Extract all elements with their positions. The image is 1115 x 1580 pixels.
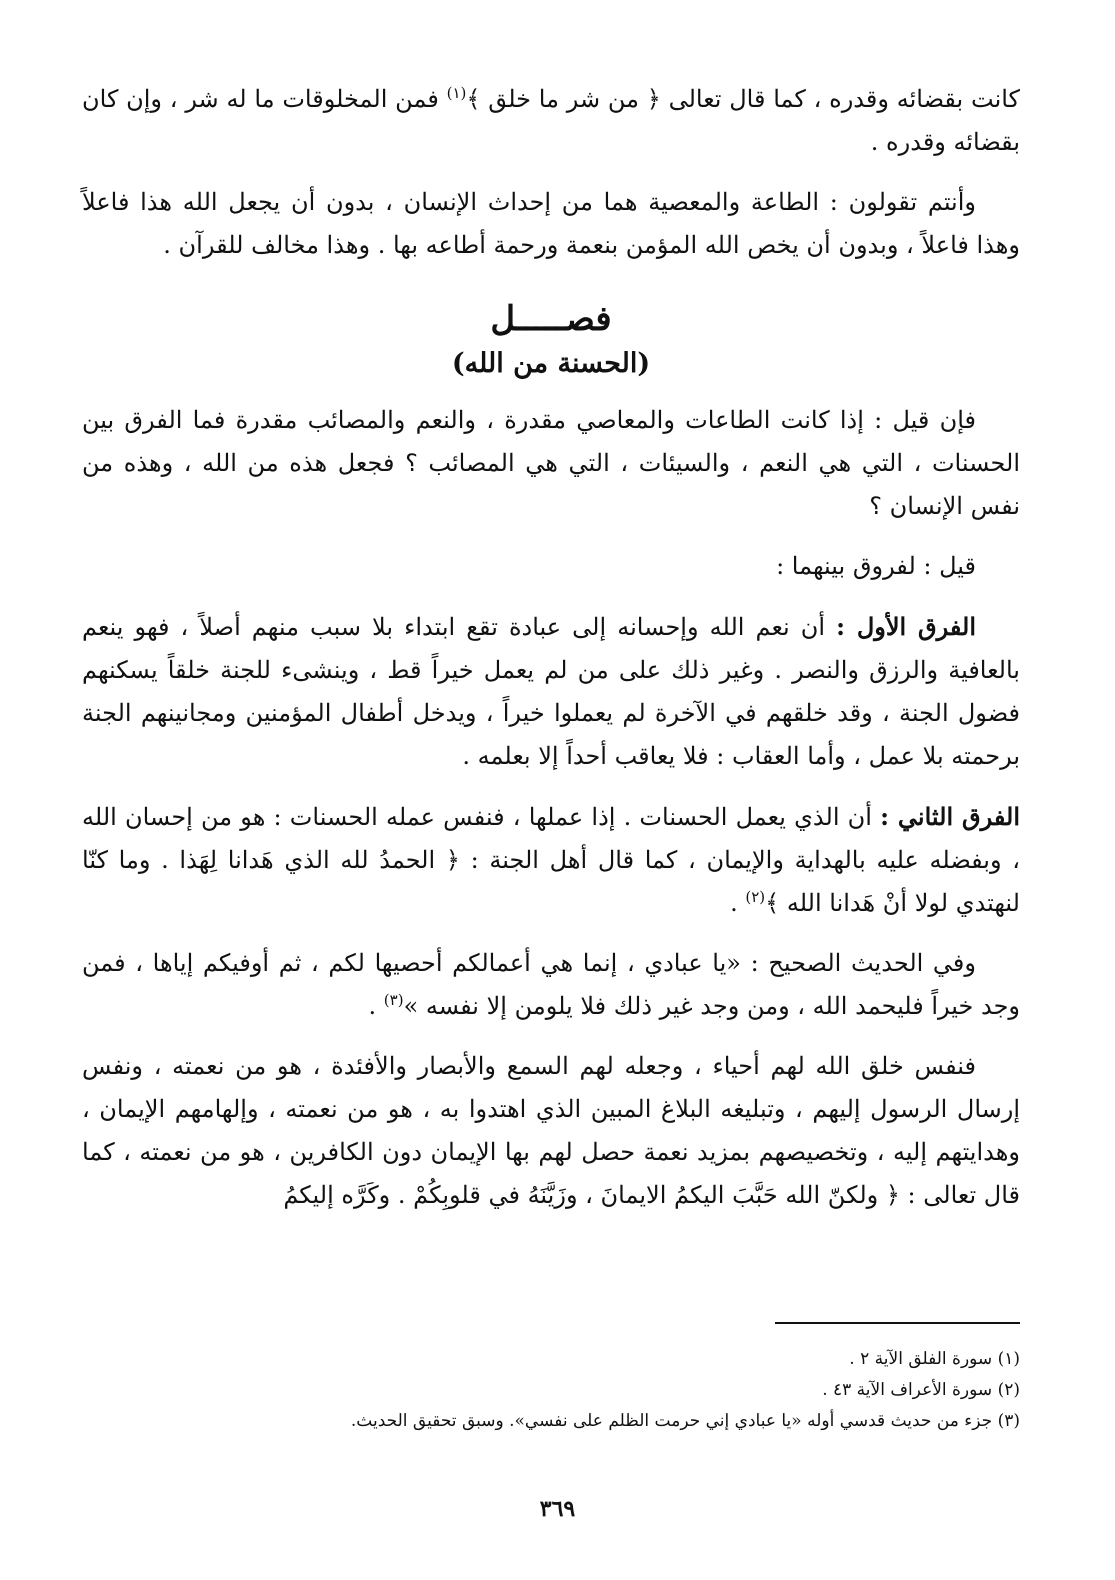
paragraph-5 — [82, 605, 1020, 778]
second-difference-heading: الفرق الثاني : — [880, 802, 1020, 831]
paragraph-1 — [82, 78, 1020, 164]
paragraph-4: قيل : لفروق بينهما : — [776, 552, 976, 580]
footnote-1: (١) سورة الفلق الآية ٢ . — [849, 1349, 1020, 1369]
section-title: فصـــــل — [490, 299, 612, 339]
paragraph-5-text: أن نعم الله وإحسانه إلى عبادة تقع ابتداء بلا سبب منهم أصلاً ، فهو ينعم بالعافية والرزق والنصر . وغير ذلك على من لم يعمل خيراً قط ، وينشىء للجنة خلقاً يسكنهم فضول الجنة ، وقد خلقهم في الآخرة لم يعملوا خيراً ، ويدخل أطفال المؤمنين ومجانينهم الجنة برحمته بلا عمل ، وأما العقاب : فلا يعاقب أحداً إلا بعلمه . — [82, 613, 1020, 770]
section-subtitle: (الحسنة من الله) — [451, 348, 651, 379]
footnote-ref-2[interactable]: (٢) — [745, 888, 766, 906]
paragraph-3: فإن قيل : إذا كانت الطاعات والمعاصي مقدرة ، والنعم والمصائب مقدرة فما الفرق بين الحسنات ، التي هي النعم ، والسيئات ، التي هي المصائب ؟ فجعل هذه من الله ، وهذه من نفس الإنسان ؟ — [82, 406, 1020, 520]
paragraph-8: فنفس خلق الله لهم أحياء ، وجعله لهم السمع والأبصار والأفئدة ، هو من نعمته ، ونفس إرسال الرسول إليهم ، وتبليغه البلاغ المبين الذي اهتدوا به ، هو من نعمته ، وإلهامهم الإيمان ، وهدايتهم إليه ، وتخصيصهم بمزيد نعمة حصل لهم بها الإيمان دون الكافرين ، هو من نعمته ، كما قال تعالى : ﴿ ولكنّ الله حَبَّبَ اليكمُ الايمانَ ، وزَيَّنَهُ في قلوبِكُمْ . وكَرَّه إليكمُ — [82, 1052, 1020, 1209]
page-body — [82, 78, 1020, 1234]
footnote-2: (٢) سورة الأعراف الآية ٤٣ . — [822, 1380, 1020, 1400]
footnotes — [200, 1344, 1020, 1437]
paragraph-6 — [82, 795, 1020, 925]
page-number: ٣٦٩ — [539, 1496, 576, 1522]
footnote-ref-3[interactable]: (٣) — [383, 991, 404, 1009]
paragraph-7-text: وفي الحديث الصحيح : «يا عبادي ، إنما هي أعمالكم أحصيها لكم ، ثم أوفيكم إياها ، فمن وجد خيراً فليحمد الله ، ومن وجد غير ذلك فلا يلومن إلا نفسه » — [82, 949, 1020, 1020]
paragraph-6-text: أن الذي يعمل الحسنات . إذا عملها ، فنفس عمله الحسنات : هو من إحسان الله ، وبفضله عليه بالهداية والإيمان ، كما قال أهل الجنة : ﴿ الحمدُ لله الذي هَدانا لِهَذا . وما كنّا لنهتدي لولا أنْ هَدانا الله ﴾ — [82, 803, 1020, 917]
paragraph-7-tail: . — [368, 992, 384, 1020]
paragraph-7 — [82, 942, 1020, 1028]
footnote-3: (٣) جزء من حديث قدسي أوله «يا عبادي إني حرمت الظلم على نفسي». وسبق تحقيق الحديث. — [350, 1411, 1020, 1431]
footnote-ref-1[interactable]: (١) — [446, 84, 467, 102]
paragraph-1-tail: فمن المخلوقات ما له شر ، وإن كان بقضائه وقدره . — [82, 85, 1020, 156]
paragraph-2: وأنتم تقولون : الطاعة والمعصية هما من إحداث الإنسان ، بدون أن يجعل الله هذا فاعلاً وهذا فاعلاً ، وبدون أن يخص الله المؤمن بنعمة ورحمة أطاعه بها . وهذا مخالف للقرآن . — [82, 188, 1020, 259]
first-difference-heading: الفرق الأول : — [836, 612, 976, 641]
paragraph-6-tail: . — [730, 889, 746, 917]
paragraph-1-text: كانت بقضائه وقدره ، كما قال تعالى ﴿ من شر ما خلق ﴾ — [466, 85, 1020, 113]
footnote-divider — [775, 1322, 1020, 1324]
